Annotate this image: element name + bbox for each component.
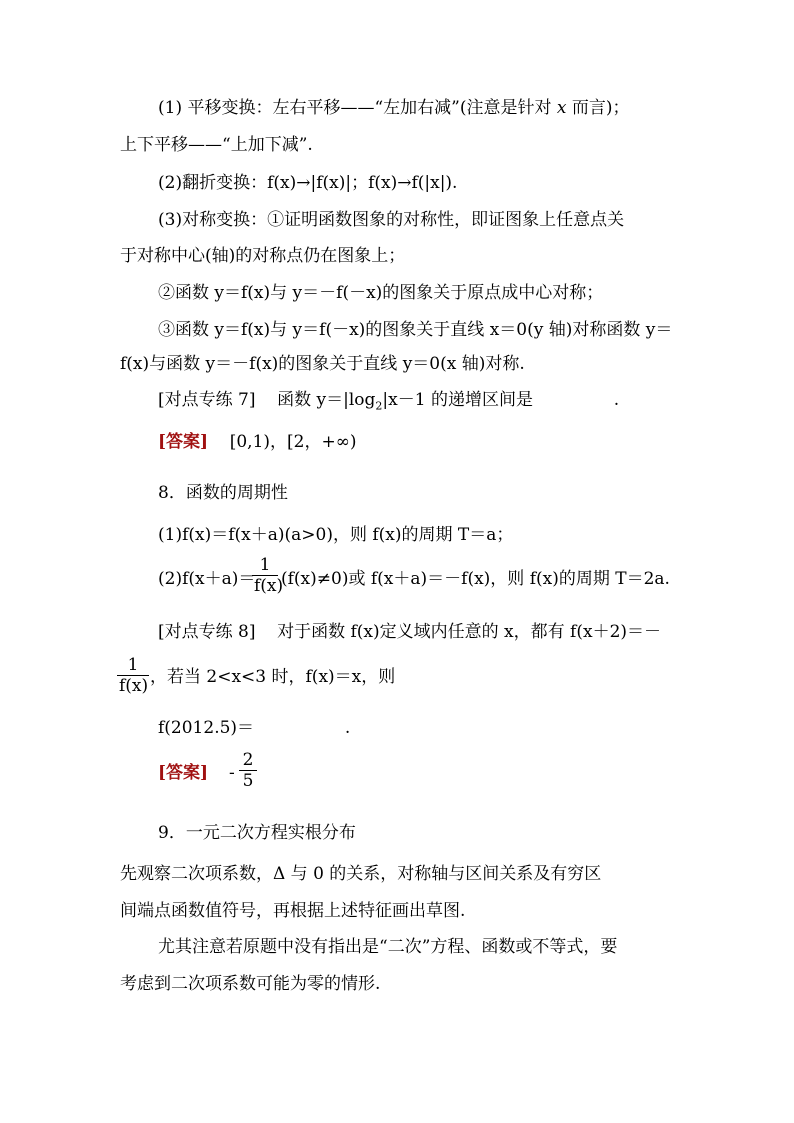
fraction-denominator: 5 (242, 771, 254, 791)
paragraph-line: 尤其注意若原题中没有指出是“二次”方程、函数或不等式，要 (158, 937, 618, 957)
exercise-7-answer (158, 430, 357, 454)
paragraph-line: 考虑到二次项系数可能为零的情形. (120, 974, 381, 994)
axis-symmetry-line: ③函数 y＝f(x)与 y＝f(－x)的图象关于直线 x＝0(y 轴)对称函数 y＝ (158, 320, 673, 340)
translation-rule-line (158, 96, 630, 120)
fraction-numerator: 1 (117, 655, 149, 676)
paragraph-line: 先观察二次项系数，Δ 与 0 的关系，对称轴与区间关系及有穷区 (120, 864, 602, 884)
variable-x: x (556, 98, 567, 118)
exercise-8-condition: ，若当 2<x<3 时，f(x)＝x，则 (150, 667, 396, 687)
exercise-text: 函数 y＝|log (277, 390, 376, 410)
exercise-8-question (158, 716, 350, 740)
origin-symmetry-line: ②函数 y＝f(x)与 y＝－f(－x)的图象关于原点成中心对称； (158, 283, 604, 303)
answer-sign: - (229, 763, 235, 783)
period-rule-1: (1)f(x)＝f(x＋a)(a>0)，则 f(x)的周期 T＝a； (158, 525, 514, 545)
exercise-text: 对于函数 f(x)定义域内任意的 x，都有 f(x＋2)＝－ (277, 622, 662, 642)
fraction-numerator: 2 (239, 750, 257, 771)
log-base: 2 (375, 399, 383, 413)
exercise-label: [对点专练 7] (158, 390, 256, 410)
fraction-denominator: f(x) (119, 676, 149, 696)
symmetry-transform-cont: 于对称中心(轴)的对称点仍在图象上； (120, 246, 406, 266)
exercise-text: f(2012.5)＝ (158, 718, 255, 738)
exercise-label: [对点专练 8] (158, 622, 256, 642)
exercise-text: |x－1 的递增区间是 (382, 390, 533, 410)
axis-symmetry-cont: f(x)与函数 y＝－f(x)的图象关于直线 y＝0(x 轴)对称. (120, 354, 525, 374)
text: . (613, 390, 620, 410)
section-9-title: 9．一元二次方程实根分布 (158, 823, 356, 843)
fraction-numerator: 1 (252, 555, 278, 576)
period-rule-2-part-b: (f(x)≠0)或 f(x＋a)＝－f(x)，则 f(x)的周期 T＝2a. (281, 569, 670, 589)
period-rule-2-part-a: (2)f(x＋a)＝ (158, 569, 256, 589)
text: . (344, 718, 351, 738)
exercise-7 (158, 388, 619, 418)
text: 而言)； (566, 98, 630, 118)
answer-fraction (239, 750, 257, 791)
period-rule-2-fraction (252, 555, 284, 596)
paragraph-line: 间端点函数值符号，再根据上述特征画出草图. (120, 901, 466, 921)
symmetry-transform-line: (3)对称变换：①证明函数图象的对称性，即证图象上任意点关 (158, 210, 625, 230)
fraction-denominator: f(x) (254, 576, 284, 596)
exercise-8 (158, 620, 661, 644)
exercise-8-answer (158, 761, 208, 785)
exercise-8-fraction (117, 655, 149, 696)
answer-value: [0,1)，[2，+∞) (229, 432, 357, 452)
text: (1) 平移变换：左右平移——“左加右减”(注意是针对 (158, 98, 552, 118)
answer-label: [答案] (158, 763, 209, 783)
flip-transform-line: (2)翻折变换：f(x)→|f(x)|；f(x)→f(|x|). (158, 173, 458, 193)
answer-label: [答案] (158, 432, 209, 452)
vertical-shift-line: 上下平移——“上加下减”. (120, 135, 313, 155)
section-8-title: 8．函数的周期性 (158, 483, 288, 503)
